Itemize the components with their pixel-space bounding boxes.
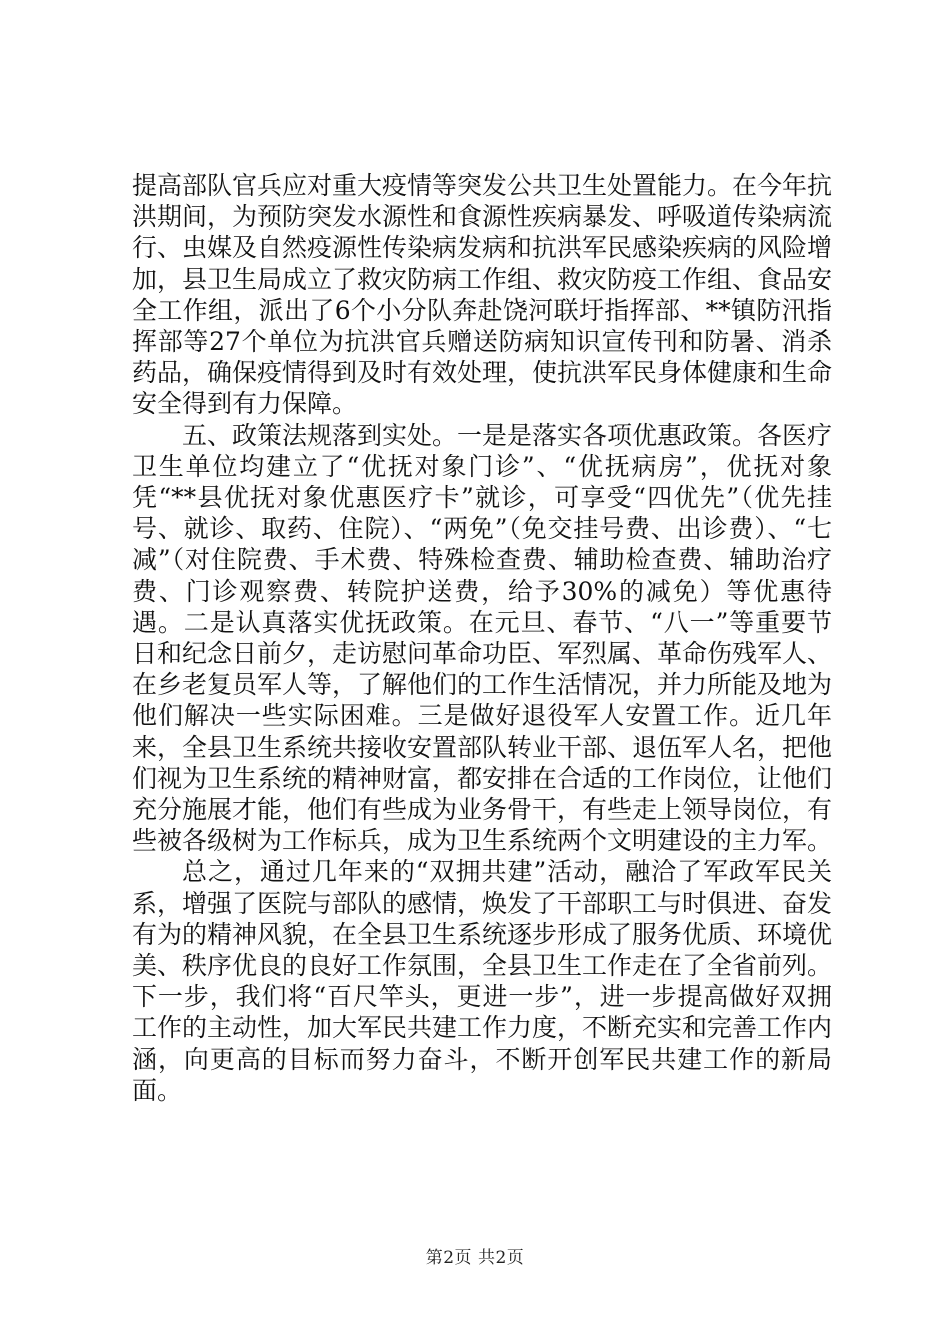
paragraph-summary: 总之，通过几年来的“双拥共建”活动，融洽了军政军民关系，增强了医院与部队的感情，焕发了干部职工与时俱进、奋发有为的精神风貌，在全县卫生系统逐步形成了服务优质、环境优美、秩序优良的良好工作氛围，全县卫生工作走在了全省前列。下一步，我们将“百尺竿头，更进一步”，进一步提高做好双拥工作的主动性，加大军民共建工作力度，不断充实和完善工作内涵，向更高的目标而努力奋斗，不断开创军民共建工作的新局面。	[132, 857, 833, 1105]
paragraph-policy: 五、政策法规落到实处。一是是落实各项优惠政策。各医疗卫生单位均建立了“优抚对象门诊”、“优抚病房”，优抚对象凭“**县优抚对象优惠医疗卡”就诊，可享受“四优先”（优先挂号、就诊、取药、住院）、“两免”（免交挂号费、出诊费）、“七减”（对住院费、手术费、特殊检查费、辅助检查费、辅助治疗费、门诊观察费、转院护送费，给予30%的减免）等优惠待遇。二是认真落实优抚政策。在元旦、春节、“八一”等重要节日和纪念日前夕，走访慰问革命功臣、军烈属、革命伤残军人、在乡老复员军人等，了解他们的工作生活情况，并力所能及地为他们解决一些实际困难。三是做好退役军人安置工作。近几年来，全县卫生系统共接收安置部队转业干部、退伍军人名，把他们视为卫生系统的精神财富，都安排在合适的工作岗位，让他们充分施展才能，他们有些成为业务骨干，有些走上领导岗位，有些被各级树为工作标兵，成为卫生系统两个文明建设的主力军。	[132, 420, 833, 856]
paragraph-continuation: 提高部队官兵应对重大疫情等突发公共卫生处置能力。在今年抗洪期间，为预防突发水源性和食源性疾病暴发、呼吸道传染病流行、虫媒及自然疫源性传染病发病和抗洪军民感染疾病的风险增加，县卫生局成立了救灾防病工作组、救灾防疫工作组、食品安全工作组，派出了6个小分队奔赴饶河联圩指挥部、**镇防汛指挥部等27个单位为抗洪官兵赠送防病知识宣传刊和防暑、消杀药品，确保疫情得到及时有效处理，使抗洪军民身体健康和生命安全得到有力保障。	[132, 171, 833, 419]
document-body	[132, 170, 832, 1106]
page-number-footer: 第2页 共2页	[425, 1248, 525, 1268]
